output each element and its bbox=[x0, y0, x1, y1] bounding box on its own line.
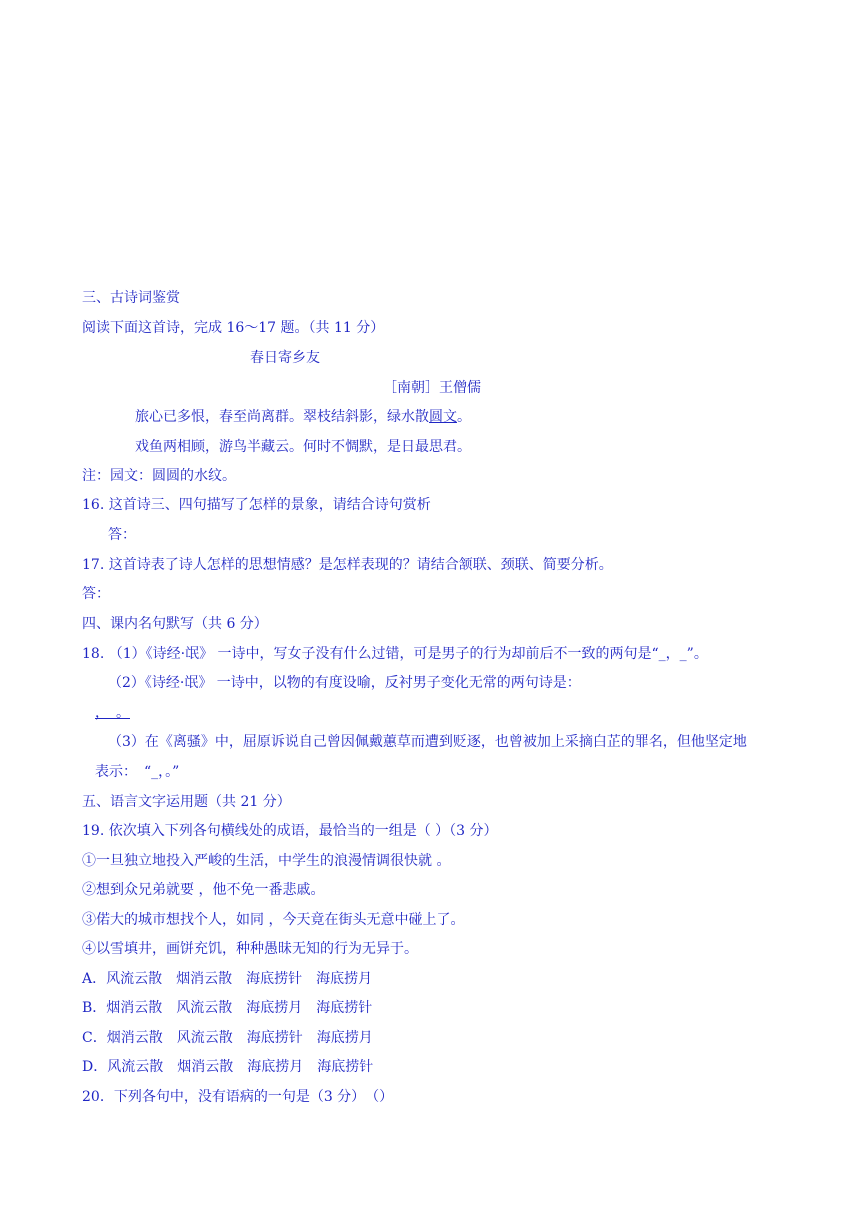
poem-note: 注：园文：圆圆的水纹。 bbox=[82, 468, 236, 484]
question-18-1: 18. （1）《诗经·氓》 一诗中，写女子没有什么过错，可是男子的行为却前后不一致的两句是“_，_”。 bbox=[82, 646, 708, 662]
sentence-4: ④以雪填井，画饼充饥，种种愚昧无知的行为无异于。 bbox=[82, 941, 418, 957]
section5-heading: 五、语言文字运用题（共 21 分） bbox=[82, 794, 291, 810]
poem-annotated-word: 圆文 bbox=[429, 409, 457, 425]
poem-title: 春日寄乡友 bbox=[250, 350, 320, 366]
sentence-2: ②想到众兄弟就要 ，他不免一番悲戚。 bbox=[82, 882, 325, 898]
question-18-3-continued: 表示： “_，。” bbox=[95, 764, 180, 780]
sentence-3: ③偌大的城市想找个人，如同 ，今天竟在街头无意中碰上了。 bbox=[82, 912, 465, 928]
question-18-2: （2）《诗经·氓》 一诗中，以物的有度设喻，反衬男子变化无常的两句诗是： bbox=[108, 675, 581, 691]
option-b: B．烟消云散 风流云散 海底捞月 海底捞针 bbox=[82, 1000, 373, 1016]
question-19: 19. 依次填入下列各句横线处的成语，最恰当的一组是（ ）（3 分） bbox=[82, 823, 498, 839]
option-a: A．风流云散 烟消云散 海底捞针 海底捞月 bbox=[82, 971, 373, 987]
sentence-1: ①一旦独立地投入严峻的生活，中学生的浪漫情调很快就 。 bbox=[82, 853, 451, 869]
poem-line-1 bbox=[135, 407, 471, 427]
poem-line-1-end: 。 bbox=[457, 409, 471, 425]
section4-heading: 四、课内名句默写（共 6 分） bbox=[82, 616, 268, 632]
poem-line-1-text: 旅心已多恨，春至尚离群。翠枝结斜影，绿水散 bbox=[135, 409, 429, 425]
option-c: C．烟消云散 风流云散 海底捞针 海底捞月 bbox=[82, 1030, 373, 1046]
section3-heading: 三、古诗词鉴赏 bbox=[82, 290, 180, 306]
poem-author: ［南朝］王僧儒 bbox=[383, 380, 481, 396]
question-17: 17. 这首诗表了诗人怎样的思想情感？是怎样表现的？请结合颔联、颈联、简要分析。 bbox=[82, 557, 613, 573]
question-18-2-blank bbox=[95, 703, 130, 723]
option-d: D．风流云散 烟消云散 海底捞月 海底捞针 bbox=[82, 1059, 374, 1075]
answer-blank: ， 。 bbox=[95, 705, 130, 721]
question-18-3: （3）在《离骚》中，屈原诉说自己曾因佩戴蕙草而遭到贬逐，也曾被加上采摘白芷的罪名，但他坚定地 bbox=[108, 734, 747, 750]
question-20: 20．下列各句中，没有语病的一句是（3 分） （） bbox=[82, 1089, 394, 1105]
question-16: 16. 这首诗三、四句描写了怎样的景象，请结合诗句赏析 bbox=[82, 497, 431, 513]
section3-instruction: 阅读下面这首诗，完成 16～17 题。（共 11 分） bbox=[82, 320, 385, 336]
poem-line-2: 戏鱼两相顾，游鸟半藏云。何时不惆默，是日最思君。 bbox=[135, 439, 471, 455]
question-17-answer: 答： bbox=[82, 586, 110, 602]
question-16-answer: 答： bbox=[108, 527, 136, 543]
